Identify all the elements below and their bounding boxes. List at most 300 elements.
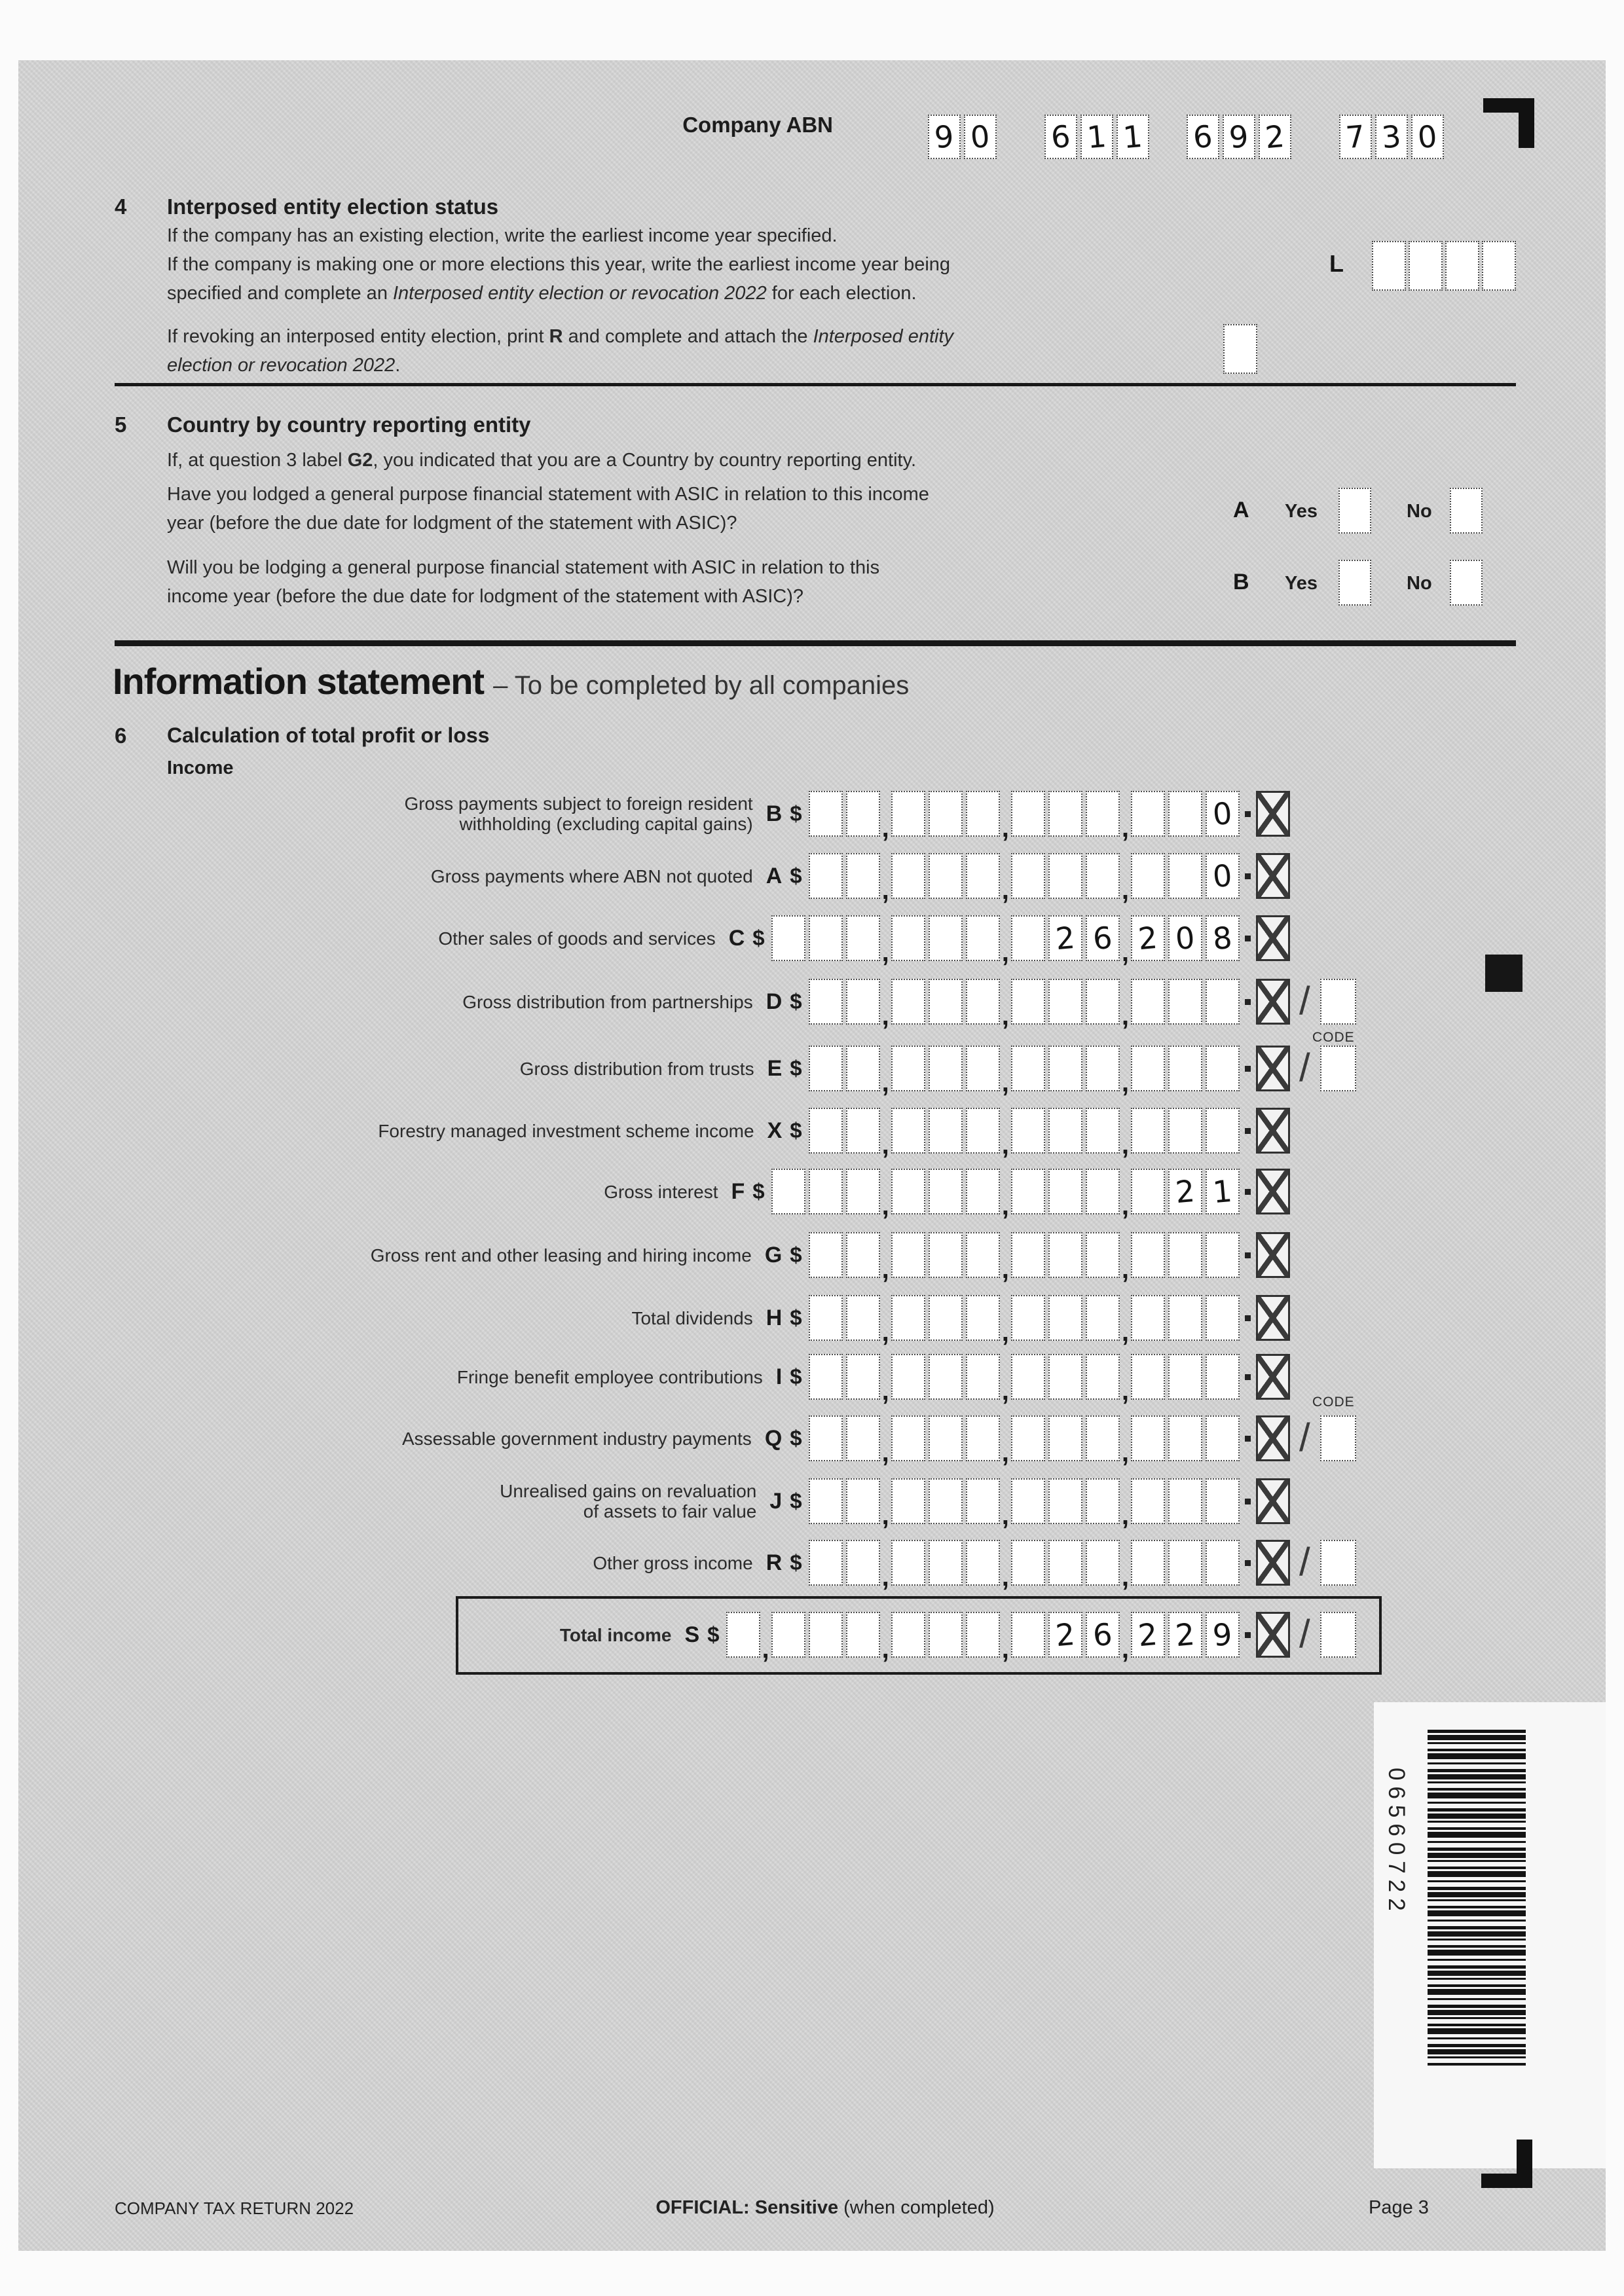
amount-digit-box[interactable] — [1206, 915, 1240, 961]
row-label-G: Gross rent and other leasing and hiring income — [370, 1245, 752, 1266]
thousands-comma: , — [1001, 1501, 1009, 1530]
amount-digit-box[interactable] — [1131, 853, 1165, 899]
thousands-comma: , — [1121, 1501, 1129, 1530]
dollar-sign: $ — [752, 1179, 765, 1203]
income-row-D — [115, 979, 1290, 1030]
handwritten-digit: 0 — [969, 118, 991, 156]
amount-digit-box[interactable] — [1131, 979, 1165, 1025]
handwritten-digit: 2 — [1137, 1616, 1159, 1654]
amount-digit-box[interactable] — [1011, 1354, 1045, 1400]
amount-digit-box[interactable] — [929, 1478, 963, 1524]
amount-digit-box[interactable] — [1206, 1046, 1240, 1091]
thousands-comma: , — [1001, 1002, 1009, 1030]
amount-digit-box[interactable] — [1168, 1354, 1202, 1400]
amount-digit-box[interactable] — [966, 1295, 1000, 1341]
field-code-R: R — [766, 1550, 783, 1575]
thousands-comma: , — [881, 876, 889, 905]
amount-digit-box[interactable] — [966, 1046, 1000, 1091]
cents-dot — [1245, 1499, 1251, 1504]
dollar-sign: $ — [790, 989, 802, 1013]
amount-digit-box[interactable] — [1086, 915, 1120, 961]
amount-digit-box[interactable] — [929, 1046, 963, 1091]
amount-digit-box[interactable] — [1011, 1232, 1045, 1278]
amount-digit-box[interactable] — [1048, 979, 1082, 1025]
thousands-comma: , — [1121, 1438, 1129, 1467]
amount-digit-box[interactable] — [1048, 791, 1082, 837]
field-code-I: I — [775, 1364, 783, 1389]
amount-digit-box[interactable] — [846, 1354, 880, 1400]
cents-dot — [1245, 1560, 1251, 1566]
election-year-box-2[interactable] — [1409, 241, 1443, 291]
thousands-comma: , — [1121, 814, 1129, 843]
code-slash: / — [1299, 1612, 1310, 1656]
amount-digit-box[interactable] — [846, 979, 880, 1025]
s4-p2-line1-pre: If revoking an interposed entity election, print — [167, 326, 549, 347]
handwritten-digit: 2 — [1137, 919, 1159, 957]
cents-box-crossed — [1256, 1108, 1290, 1154]
amount-digit-box[interactable] — [1131, 1295, 1165, 1341]
amount-digit-box[interactable] — [966, 791, 1000, 837]
cents-box-crossed — [1256, 1478, 1290, 1524]
section-5-title: Country by country reporting entity — [167, 412, 531, 437]
abn-digit-box[interactable] — [928, 115, 961, 159]
amount-digit-box[interactable] — [1131, 791, 1165, 837]
s4-p2-line1-mid: and complete and attach the — [563, 326, 813, 347]
thousands-comma: , — [1121, 1635, 1129, 1664]
question-a-line2: year (before the due date for lodgment of the statement with ASIC)? — [167, 513, 737, 534]
revocation-r-box[interactable] — [1223, 324, 1257, 374]
amount-digit-box[interactable] — [966, 915, 1000, 961]
thousands-comma: , — [1121, 938, 1129, 967]
dollar-sign: $ — [790, 1305, 802, 1330]
amount-digit-box[interactable] — [1206, 1169, 1240, 1214]
amount-digit-box[interactable] — [1011, 1169, 1045, 1214]
amount-digit-box[interactable] — [1168, 1415, 1202, 1461]
amount-digit-box[interactable] — [771, 915, 805, 961]
amount-digit-box[interactable] — [1131, 1612, 1165, 1658]
income-row-X — [115, 1108, 1290, 1159]
amount-digit-box[interactable] — [966, 1354, 1000, 1400]
dollar-sign: $ — [790, 1550, 802, 1575]
amount-digit-box[interactable] — [809, 1354, 843, 1400]
amount-digit-box[interactable] — [1206, 1540, 1240, 1586]
amount-digit-box[interactable] — [1131, 1108, 1165, 1154]
handwritten-digit: 1 — [1211, 1173, 1234, 1211]
amount-digit-box[interactable] — [1168, 791, 1202, 837]
amount-digit-box[interactable] — [846, 853, 880, 899]
amount-digit-box[interactable] — [966, 1612, 1000, 1658]
thousands-comma: , — [881, 814, 889, 843]
cents-box-crossed — [1256, 915, 1290, 961]
amount-digit-box[interactable] — [809, 1612, 843, 1658]
amount-digit-box[interactable] — [1206, 1354, 1240, 1400]
amount-digit-box[interactable] — [1048, 1354, 1082, 1400]
amount-digit-box[interactable] — [846, 1108, 880, 1154]
amount-digit-box[interactable] — [1206, 1295, 1240, 1341]
field-code-E: E — [767, 1055, 783, 1081]
amount-digit-box[interactable] — [1048, 1046, 1082, 1091]
amount-digit-box[interactable] — [1048, 915, 1082, 961]
handwritten-digit: 6 — [1192, 118, 1214, 156]
abn-digit-box[interactable] — [1411, 115, 1444, 159]
abn-digit-box[interactable] — [964, 115, 997, 159]
amount-digit-box[interactable] — [846, 1232, 880, 1278]
amount-digit-box[interactable] — [1011, 1478, 1045, 1524]
row-label-R: Other gross income — [593, 1552, 753, 1573]
handwritten-digit: 6 — [1091, 1616, 1114, 1654]
s4-p1-line3-post: for each election. — [766, 283, 917, 304]
amount-digit-box[interactable] — [966, 1540, 1000, 1586]
amount-digit-box[interactable] — [1168, 1612, 1202, 1658]
thousands-comma: , — [1001, 1377, 1009, 1406]
question-a-no-checkbox[interactable] — [1450, 488, 1483, 534]
amount-digit-box[interactable] — [1011, 1612, 1045, 1658]
field-code-B: B — [766, 801, 783, 826]
code-box-D[interactable] — [1320, 979, 1356, 1025]
amount-digit-box[interactable] — [1048, 1108, 1082, 1154]
handwritten-digit: 2 — [1174, 1173, 1196, 1211]
cents-dot — [1245, 1189, 1251, 1195]
footer-page-number: Page 3 — [1369, 2197, 1429, 2218]
amount-digit-box[interactable] — [929, 853, 963, 899]
cents-dot — [1245, 1315, 1251, 1321]
amount-digit-box[interactable] — [1131, 915, 1165, 961]
amount-digit-box[interactable] — [1168, 1169, 1202, 1214]
section-6-number: 6 — [115, 723, 127, 748]
question-a-line1: Have you lodged a general purpose financial statement with ASIC in relation to this income — [167, 484, 929, 505]
handwritten-digit: 9 — [1228, 118, 1250, 156]
s4-p1-line3-italic: Interposed entity election or revocation 2022 — [393, 283, 767, 304]
amount-digit-box[interactable] — [1048, 1540, 1082, 1586]
amount-digit-box[interactable] — [966, 1478, 1000, 1524]
amount-digit-box[interactable] — [771, 1612, 805, 1658]
amount-digit-box[interactable] — [1168, 1295, 1202, 1341]
amount-digit-box[interactable] — [1168, 1478, 1202, 1524]
thousands-comma: , — [1121, 1192, 1129, 1220]
amount-digit-box[interactable] — [1168, 1540, 1202, 1586]
amount-digit-box[interactable] — [891, 1108, 925, 1154]
amount-digit-box[interactable] — [891, 1295, 925, 1341]
amount-digit-box[interactable] — [809, 1046, 843, 1091]
thousands-comma: , — [881, 938, 889, 967]
amount-digit-box[interactable] — [1011, 1540, 1045, 1586]
cents-box-crossed — [1256, 1295, 1290, 1341]
abn-digit-box[interactable] — [1044, 115, 1077, 159]
amount-digit-box[interactable] — [1206, 979, 1240, 1025]
amount-digit-box[interactable] — [726, 1612, 760, 1658]
amount-digit-box[interactable] — [809, 1478, 843, 1524]
thousands-comma: , — [1001, 1255, 1009, 1284]
question-b-no-checkbox[interactable] — [1450, 560, 1483, 606]
amount-digit-box[interactable] — [1131, 1232, 1165, 1278]
amount-digit-box[interactable] — [1011, 979, 1045, 1025]
amount-digit-box[interactable] — [1131, 1540, 1165, 1586]
amount-digit-box[interactable] — [891, 979, 925, 1025]
amount-digit-box[interactable] — [966, 1415, 1000, 1461]
cents-dot — [1245, 811, 1251, 817]
election-year-box-4[interactable] — [1482, 241, 1516, 291]
amount-digit-box[interactable] — [846, 1415, 880, 1461]
amount-digit-box[interactable] — [809, 791, 843, 837]
amount-digit-box[interactable] — [929, 1354, 963, 1400]
amount-digit-box[interactable] — [809, 853, 843, 899]
amount-digit-box[interactable] — [1168, 1046, 1202, 1091]
amount-digit-box[interactable] — [1086, 791, 1120, 837]
amount-digit-box[interactable] — [846, 1295, 880, 1341]
amount-digit-box[interactable] — [1086, 1046, 1120, 1091]
amount-digit-box[interactable] — [1011, 1046, 1045, 1091]
question-b-yes-label: Yes — [1285, 573, 1318, 594]
amount-digit-box[interactable] — [891, 1415, 925, 1461]
amount-digit-box[interactable] — [771, 1169, 805, 1214]
code-box-S[interactable] — [1320, 1612, 1356, 1658]
abn-digit-box[interactable] — [1259, 115, 1291, 159]
row-label-X: Forestry managed investment scheme income — [378, 1120, 754, 1141]
thousands-comma: , — [1121, 1131, 1129, 1159]
income-row-A — [115, 853, 1290, 905]
income-row-C — [115, 915, 1290, 967]
amount-digit-box[interactable] — [929, 979, 963, 1025]
amount-digit-box[interactable] — [1168, 979, 1202, 1025]
thousands-comma: , — [881, 1318, 889, 1347]
thousands-comma: , — [881, 1438, 889, 1467]
cents-box-crossed — [1256, 791, 1290, 837]
question-b-yes-checkbox[interactable] — [1338, 560, 1371, 606]
handwritten-digit: 0 — [1211, 857, 1234, 895]
amount-digit-box[interactable] — [929, 1540, 963, 1586]
amount-digit-box[interactable] — [1206, 1478, 1240, 1524]
amount-digit-box[interactable] — [891, 853, 925, 899]
amount-digit-box[interactable] — [966, 853, 1000, 899]
amount-digit-box[interactable] — [929, 791, 963, 837]
question-b-line2: income year (before the due date for lodgment of the statement with ASIC)? — [167, 586, 804, 607]
amount-digit-box[interactable] — [1206, 1612, 1240, 1658]
thousands-comma: , — [1001, 1131, 1009, 1159]
amount-digit-box[interactable] — [1048, 1415, 1082, 1461]
amount-digit-box[interactable] — [1086, 1415, 1120, 1461]
cents-box-crossed — [1256, 1169, 1290, 1214]
amount-digit-box[interactable] — [809, 1108, 843, 1154]
amount-digit-box[interactable] — [1131, 1046, 1165, 1091]
amount-digit-box[interactable] — [966, 979, 1000, 1025]
amount-digit-box[interactable] — [1086, 1478, 1120, 1524]
code-box-R[interactable] — [1320, 1540, 1356, 1586]
abn-digit-box[interactable] — [1116, 115, 1149, 159]
amount-digit-box[interactable] — [1131, 1354, 1165, 1400]
amount-digit-box[interactable] — [1131, 1415, 1165, 1461]
thousands-comma: , — [1001, 1563, 1009, 1592]
amount-digit-box[interactable] — [891, 915, 925, 961]
abn-digit-box[interactable] — [1080, 115, 1113, 159]
thousands-comma: , — [881, 1192, 889, 1220]
amount-digit-box[interactable] — [1168, 915, 1202, 961]
amount-digit-box[interactable] — [846, 1169, 880, 1214]
abn-digit-box[interactable] — [1223, 115, 1255, 159]
thousands-comma: , — [881, 1635, 889, 1664]
amount-digit-box[interactable] — [929, 1108, 963, 1154]
amount-digit-box[interactable] — [891, 1046, 925, 1091]
amount-digit-box[interactable] — [1131, 1478, 1165, 1524]
amount-digit-box[interactable] — [1086, 1232, 1120, 1278]
amount-digit-box[interactable] — [966, 1169, 1000, 1214]
amount-digit-box[interactable] — [1206, 791, 1240, 837]
amount-digit-box[interactable] — [1048, 1232, 1082, 1278]
amount-digit-box[interactable] — [891, 791, 925, 837]
row-label-S: Total income — [559, 1624, 672, 1645]
amount-digit-box[interactable] — [809, 1169, 843, 1214]
income-row-Q — [115, 1415, 1290, 1467]
income-heading: Income — [167, 757, 234, 778]
amount-digit-box[interactable] — [1048, 853, 1082, 899]
cents-dot — [1245, 1632, 1251, 1638]
cents-box-crossed — [1256, 853, 1290, 899]
amount-digit-box[interactable] — [891, 1612, 925, 1658]
amount-digit-box[interactable] — [891, 1232, 925, 1278]
abn-box-group — [1339, 115, 1444, 159]
election-year-box-1[interactable] — [1372, 241, 1406, 291]
field-code-C: C — [728, 925, 745, 951]
amount-digit-box[interactable] — [809, 1415, 843, 1461]
cents-box-crossed — [1256, 1612, 1290, 1658]
income-row-F — [115, 1169, 1290, 1220]
amount-digit-box[interactable] — [846, 915, 880, 961]
amount-digit-box[interactable] — [1086, 1169, 1120, 1214]
cents-dot — [1245, 999, 1251, 1005]
amount-digit-box[interactable] — [1011, 1108, 1045, 1154]
amount-digit-box[interactable] — [1086, 1108, 1120, 1154]
amount-digit-box[interactable] — [1086, 1612, 1120, 1658]
amount-digit-box[interactable] — [891, 1478, 925, 1524]
cents-dot — [1245, 1374, 1251, 1380]
amount-digit-box[interactable] — [929, 915, 963, 961]
amount-digit-box[interactable] — [1086, 1354, 1120, 1400]
amount-digit-box[interactable] — [1048, 1478, 1082, 1524]
amount-digit-box[interactable] — [846, 1540, 880, 1586]
thousands-comma: , — [1001, 1068, 1009, 1097]
section-6-title: Calculation of total profit or loss — [167, 723, 490, 747]
income-row-B — [115, 791, 1290, 843]
s5-intro-line — [167, 446, 916, 475]
amount-digit-box[interactable] — [846, 1046, 880, 1091]
thousands-comma: , — [1001, 1318, 1009, 1347]
amount-digit-box[interactable] — [1011, 1295, 1045, 1341]
abn-digit-box[interactable] — [1339, 115, 1372, 159]
abn-digit-box[interactable] — [1187, 115, 1219, 159]
thousands-comma: , — [1121, 876, 1129, 905]
row-label-I: Fringe benefit employee contributions — [456, 1366, 763, 1387]
cents-box-crossed — [1256, 1232, 1290, 1278]
amount-digit-box[interactable] — [966, 1232, 1000, 1278]
dollar-sign: $ — [790, 1243, 802, 1267]
field-code-Q: Q — [764, 1425, 783, 1451]
election-year-box-3[interactable] — [1445, 241, 1479, 291]
thousands-comma: , — [762, 1635, 769, 1664]
amount-digit-box[interactable] — [1206, 853, 1240, 899]
question-b-line1: Will you be lodging a general purpose financial statement with ASIC in relation to this — [167, 557, 880, 578]
amount-digit-box[interactable] — [1011, 791, 1045, 837]
amount-digit-box[interactable] — [966, 1108, 1000, 1154]
section-divider-rule-1 — [115, 383, 1516, 386]
question-a-text — [167, 480, 1189, 538]
amount-digit-box[interactable] — [1131, 1169, 1165, 1214]
amount-digit-box[interactable] — [891, 1169, 925, 1214]
s4-p1-line2: If the company is making one or more elections this year, write the earliest income year being — [167, 254, 951, 275]
amount-digit-box[interactable] — [846, 1478, 880, 1524]
income-row-R — [115, 1540, 1290, 1592]
section-4-paragraph-1 — [167, 221, 1189, 308]
amount-digit-box[interactable] — [1048, 1612, 1082, 1658]
amount-digit-box[interactable] — [1048, 1169, 1082, 1214]
footer-classification-bold: OFFICIAL: Sensitive — [655, 2197, 839, 2218]
amount-digit-box[interactable] — [1168, 1232, 1202, 1278]
amount-digit-box[interactable] — [1011, 853, 1045, 899]
amount-digit-box[interactable] — [846, 791, 880, 837]
question-a-yes-checkbox[interactable] — [1338, 488, 1371, 534]
abn-digit-box[interactable] — [1375, 115, 1408, 159]
thousands-comma: , — [1121, 1377, 1129, 1406]
amount-digit-box[interactable] — [1086, 979, 1120, 1025]
company-abn-label: Company ABN — [682, 113, 833, 137]
abn-box-group — [928, 115, 997, 159]
row-label-F: Gross interest — [604, 1181, 718, 1202]
amount-digit-box[interactable] — [809, 979, 843, 1025]
code-box-E[interactable] — [1320, 1046, 1356, 1091]
amount-digit-box[interactable] — [1086, 1540, 1120, 1586]
amount-digit-box[interactable] — [929, 1415, 963, 1461]
thousands-comma: , — [881, 1068, 889, 1097]
amount-digit-box[interactable] — [929, 1295, 963, 1341]
amount-digit-box[interactable] — [1011, 915, 1045, 961]
amount-digit-box[interactable] — [809, 1232, 843, 1278]
amount-digit-box[interactable] — [929, 1612, 963, 1658]
amount-digit-box[interactable] — [1206, 1415, 1240, 1461]
amount-digit-box[interactable] — [891, 1540, 925, 1586]
field-code-A: A — [766, 863, 783, 888]
dollar-sign: $ — [790, 1118, 802, 1142]
handwritten-digit: 9 — [933, 118, 955, 156]
amount-digit-box[interactable] — [809, 1540, 843, 1586]
amount-digit-box[interactable] — [891, 1354, 925, 1400]
footer-form-name: COMPANY TAX RETURN 2022 — [115, 2198, 354, 2218]
cents-box-crossed — [1256, 1046, 1290, 1091]
cents-dot — [1245, 936, 1251, 941]
amount-digit-box[interactable] — [1086, 853, 1120, 899]
amount-digit-box[interactable] — [1048, 1295, 1082, 1341]
code-box-Q[interactable] — [1320, 1415, 1356, 1461]
amount-digit-box[interactable] — [1206, 1108, 1240, 1154]
row-label-H: Total dividends — [631, 1307, 753, 1328]
amount-digit-box[interactable] — [809, 915, 843, 961]
question-b-no-label: No — [1407, 573, 1432, 594]
handwritten-digit: 2 — [1054, 919, 1077, 957]
amount-digit-box[interactable] — [929, 1169, 963, 1214]
amount-digit-box[interactable] — [846, 1612, 880, 1658]
amount-digit-box[interactable] — [1086, 1295, 1120, 1341]
thousands-comma: , — [1001, 938, 1009, 967]
amount-digit-box[interactable] — [1168, 1108, 1202, 1154]
amount-digit-box[interactable] — [1011, 1415, 1045, 1461]
amount-digit-box[interactable] — [1206, 1232, 1240, 1278]
amount-digit-box[interactable] — [809, 1295, 843, 1341]
code-slash: / — [1299, 979, 1310, 1023]
handwritten-digit: 9 — [1211, 1616, 1234, 1654]
amount-digit-box[interactable] — [1168, 853, 1202, 899]
handwritten-digit: 8 — [1211, 919, 1234, 957]
scan-registration-square — [1485, 955, 1522, 992]
amount-digit-box[interactable] — [929, 1232, 963, 1278]
row-label-J: Unrealised gains on revaluation of assets to fair value — [500, 1481, 757, 1522]
row-label-C: Other sales of goods and services — [438, 928, 716, 949]
